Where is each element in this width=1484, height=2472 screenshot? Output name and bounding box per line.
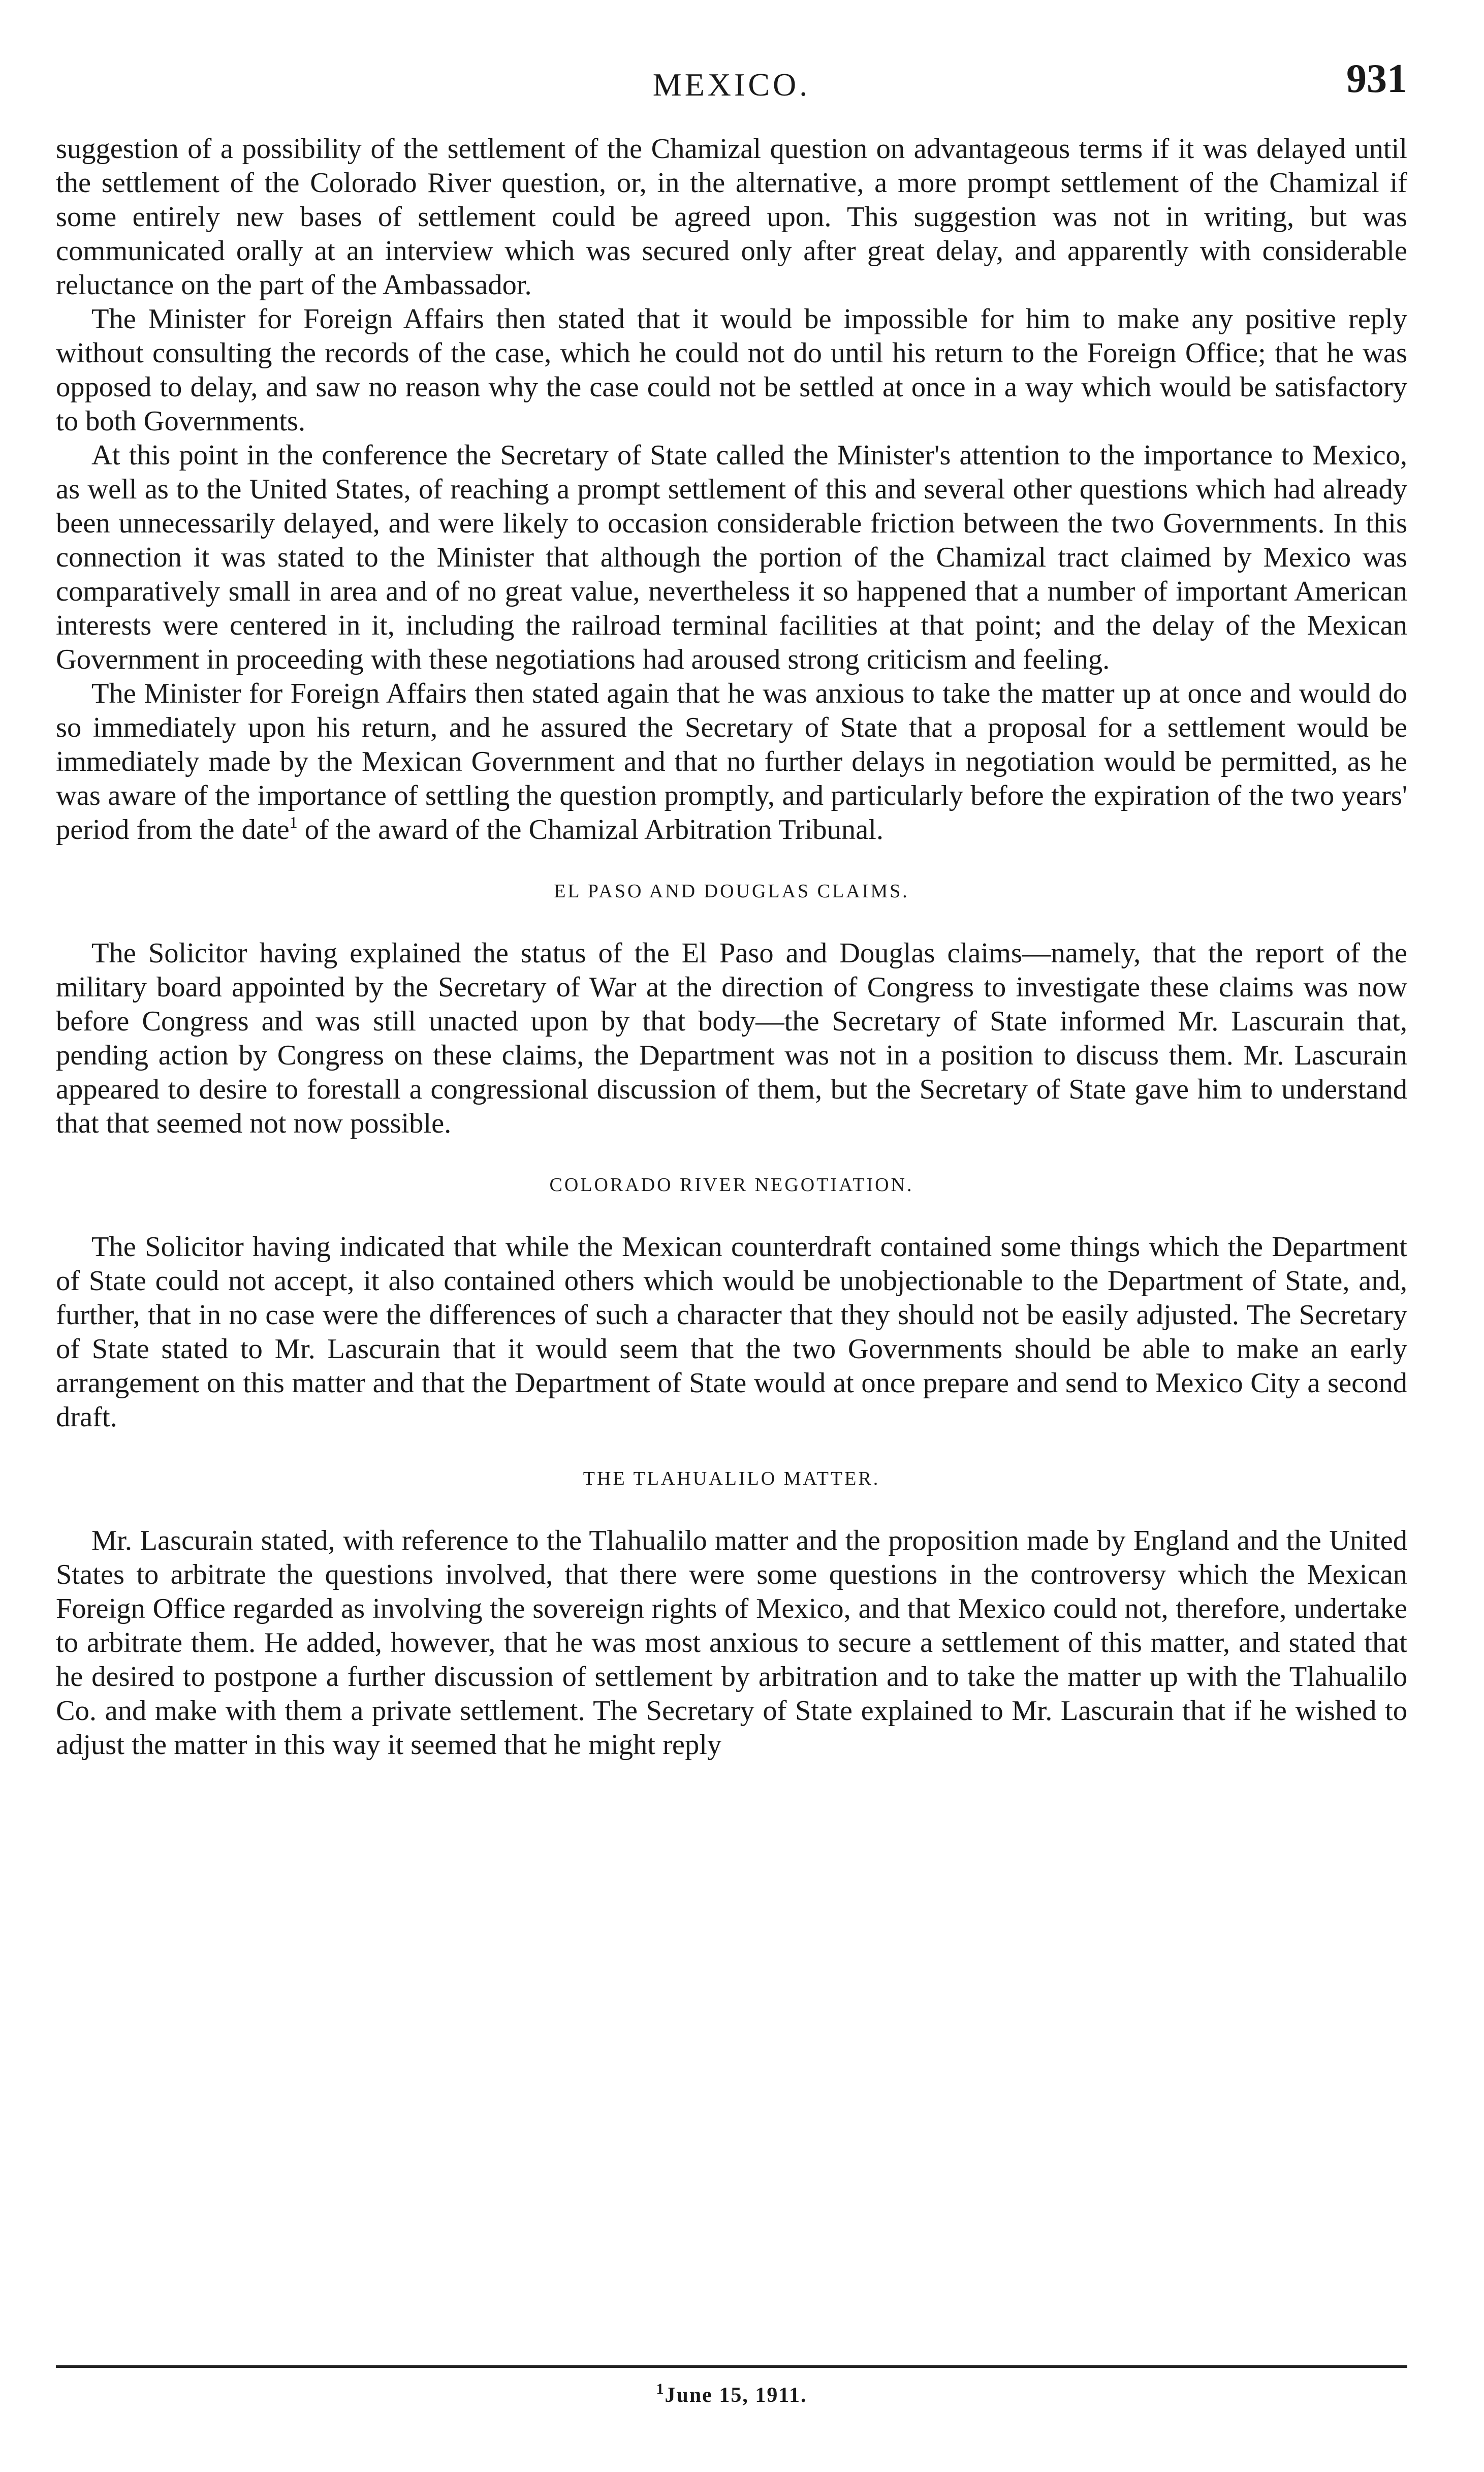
paragraph-text: The Minister for Foreign Affairs then stated again that he was anxious to take the matter up at once and would do so immediately upon his return, and he assured the Secretary of State that a proposal for a settlement would be immediately made by the Mexican Government and that no further delays in negotiation would be permitted, as he was aware of the importance of settling the question promptly, and particularly before the expiration of the two years' period from the date — [56, 678, 1407, 846]
running-head — [56, 56, 1407, 112]
footnote-rule — [56, 2365, 1407, 2368]
footnote-marker: 1 — [656, 2381, 665, 2397]
paragraph-tlahualilo: Mr. Lascurain stated, with reference to the Tlahualilo matter and the proposition made by England and the United States to arbitrate the questions involved, that there were some questions in the controversy which the Mexican Foreign Office regarded as involving the sovereign rights of Mexico, and that Mexico could not, therefore, undertake to arbitrate them. He added, however, that he was most anxious to secure a settlement of this matter, and stated that he desired to postpone a further discussion of settlement by arbitration and to take the matter up with the Tlahualilo Co. and make with them a private settlement. The Secretary of State explained to Mr. Lascurain that if he wished to adjust the matter in this way it seemed that he might reply — [56, 1525, 1407, 1761]
page-number: 931 — [1346, 56, 1407, 101]
section-heading-tlahualilo: THE TLAHUALILO MATTER. — [583, 1468, 880, 1489]
paragraph-el-paso-claims: The Solicitor having explained the status of the El Paso and Douglas claims—namely, that the report of the military board appointed by the Secretary of War at the direction of Congress to investigate these claims was now before Congress and was still unacted upon by that body—the Secretary of State informed Mr. Lascurain that, pending action by Congress on these claims, the Department was not in a position to discuss them. Mr. Lascurain appeared to desire to forestall a congressional discussion of them, but the Secretary of State gave him to understand that that seemed not now possible. — [56, 937, 1407, 1139]
body-text — [56, 132, 1407, 1762]
section-heading-colorado-river: COLORADO RIVER NEGOTIATION. — [549, 1174, 914, 1196]
paragraph-secretary-attention: At this point in the conference the Secretary of State called the Minister's attention to the importance to Mexico, as well as to the United States, of reaching a prompt settlement of this and several other questions which had already been unnecessarily delayed, and were likely to occasion considerable friction between the two Governments. In this connection it was stated to the Minister that although the portion of the Chamizal tract claimed by Mexico was comparatively small in area and of no great value, nevertheless it so happened that a number of important American interests were centered in it, including the railroad terminal facilities at that point; and the delay of the Mexican Government in proceeding with these negotiations had aroused strong criticism and feeling. — [56, 440, 1407, 675]
document-page — [56, 56, 1407, 2424]
footnote-reference[interactable]: 1 — [289, 813, 298, 831]
running-title: MEXICO. — [652, 67, 811, 103]
footnote — [56, 2383, 1407, 2407]
footnote-text: June 15, 1911. — [665, 2384, 807, 2407]
paragraph-minister-reply: The Minister for Foreign Affairs then stated that it would be impossible for him to make any positive reply without consulting the records of the case, which he could not do until his return to the Foreign Office; that he was opposed to delay, and saw no reason why the case could not be settled at once in a way which would be satisfactory to both Governments. — [56, 303, 1407, 437]
section-heading-el-paso: EL PASO AND DOUGLAS CLAIMS. — [554, 881, 909, 902]
paragraph-colorado-river: The Solicitor having indicated that while the Mexican counterdraft contained some things which the Department of State could not accept, it also contained others which would be unobjectionable to the Department of State, and, further, that in no case were the differences of such a character that they should not be easily adjusted. The Secretary of State stated to Mr. Lascurain that it would seem that the two Governments should be able to make an early arrangement on this matter and that the Department of State would at once prepare and send to Mexico City a second draft. — [56, 1231, 1407, 1433]
paragraph-minister-assurance — [56, 677, 1407, 847]
paragraph-continued: suggestion of a possibility of the settlement of the Chamizal question on advantageous terms if it was delayed until the settlement of the Colorado River question, or, in the alternative, a more prompt settlement of the Chamizal if some entirely new bases of settlement could be agreed upon. This suggestion was not in writing, but was communicated orally at an interview which was secured only after great delay, and apparently with considerable reluctance on the part of the Ambassador. — [56, 133, 1407, 301]
paragraph-text-end: of the award of the Chamizal Arbitration Tribunal. — [297, 814, 883, 846]
